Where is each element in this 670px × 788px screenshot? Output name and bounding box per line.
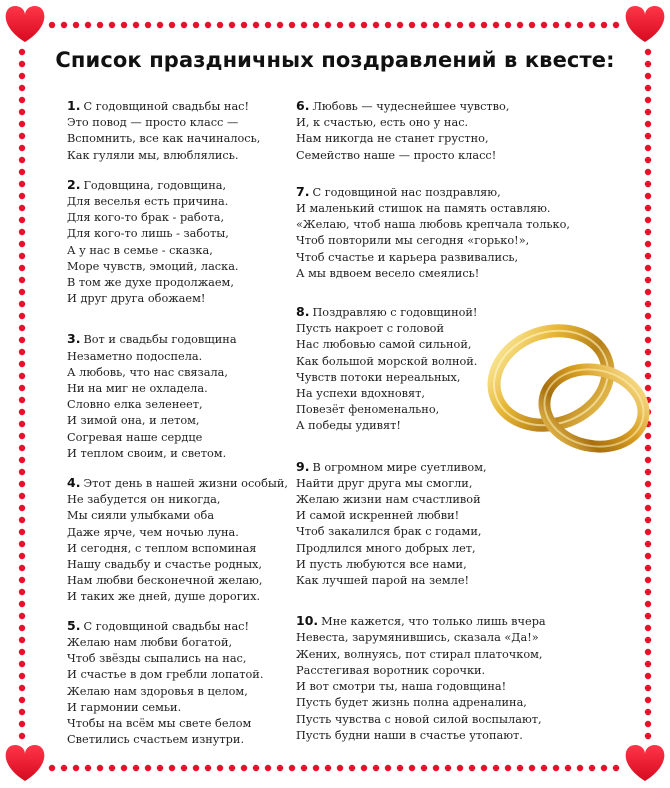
border-dot xyxy=(265,765,271,771)
border-dot xyxy=(457,765,463,771)
border-dot xyxy=(253,22,259,28)
poem-line: Чтоб звёзды сыпались на нас, xyxy=(67,652,247,666)
border-dot xyxy=(19,385,25,391)
poem-line: Море чувств, эмоций, ласка. xyxy=(67,259,239,273)
border-dot xyxy=(277,22,283,28)
border-dot xyxy=(19,625,25,631)
poem-line: И зимой она, и летом, xyxy=(67,414,200,428)
border-dot xyxy=(19,481,25,487)
border-dot xyxy=(481,765,487,771)
border-dot xyxy=(645,625,651,631)
border-dot xyxy=(645,301,651,307)
border-dot xyxy=(229,765,235,771)
border-dot xyxy=(85,22,91,28)
border-dot xyxy=(19,157,25,163)
border-dot xyxy=(645,673,651,679)
border-dot xyxy=(445,22,451,28)
border-dot xyxy=(445,765,451,771)
border-dot xyxy=(19,469,25,475)
border-dot xyxy=(19,169,25,175)
border-dot xyxy=(553,22,559,28)
poem-line: Незаметно подоспела. xyxy=(67,349,203,363)
border-dot xyxy=(645,589,651,595)
poem-5 xyxy=(67,618,282,749)
border-dot xyxy=(19,265,25,271)
border-dot xyxy=(109,765,115,771)
border-dot xyxy=(645,73,651,79)
border-dot xyxy=(19,697,25,703)
border-dot xyxy=(505,22,511,28)
poem-line: И вот смотри ты, наша годовщина! xyxy=(296,680,507,694)
border-dot xyxy=(645,697,651,703)
border-dot xyxy=(289,765,295,771)
border-dot xyxy=(645,277,651,283)
border-dot xyxy=(373,765,379,771)
border-dot xyxy=(589,22,595,28)
border-dot xyxy=(553,765,559,771)
border-dot xyxy=(529,22,535,28)
poem-line: Мы сияли улыбками оба xyxy=(67,509,215,523)
poem-line: Вот и свадьбы годовщина xyxy=(83,333,237,347)
border-dot xyxy=(19,397,25,403)
border-dot xyxy=(645,541,651,547)
border-dot xyxy=(337,765,343,771)
border-dot xyxy=(645,169,651,175)
border-dot xyxy=(265,22,271,28)
poem-7 xyxy=(296,183,570,282)
border-dot xyxy=(565,22,571,28)
border-dot xyxy=(217,22,223,28)
border-dot xyxy=(169,22,175,28)
border-dot xyxy=(97,22,103,28)
border-dot xyxy=(301,765,307,771)
poem-line: Пусть будет жизнь полна адреналина, xyxy=(296,696,527,710)
border-dot xyxy=(349,22,355,28)
poem-line: А победы удивят! xyxy=(296,419,401,433)
border-dot xyxy=(385,22,391,28)
poem-line: Желаю жизни нам счастливой xyxy=(296,493,481,507)
heart-icon xyxy=(6,745,45,781)
border-dot xyxy=(19,241,25,247)
poem-line: И гармонии семьи. xyxy=(67,700,182,714)
border-dot xyxy=(409,765,415,771)
poem-line: И, к счастью, есть оно у нас. xyxy=(296,116,469,130)
border-dot xyxy=(645,121,651,127)
border-dot xyxy=(241,765,247,771)
border-dot xyxy=(613,765,619,771)
border-dot xyxy=(19,289,25,295)
border-dot xyxy=(577,765,583,771)
border-dot xyxy=(145,22,151,28)
border-dot xyxy=(19,217,25,223)
poem-number: 1. xyxy=(67,98,81,113)
poem-line: В огромном мире суетливом, xyxy=(312,460,487,474)
poem-line: И сегодня, с теплом вспоминая xyxy=(67,541,257,555)
border-dot xyxy=(193,765,199,771)
border-dot xyxy=(645,85,651,91)
poem-number: 7. xyxy=(296,183,310,199)
border-dot xyxy=(19,505,25,511)
border-dot xyxy=(19,541,25,547)
border-dot xyxy=(19,553,25,559)
border-dot xyxy=(277,765,283,771)
border-dot xyxy=(19,661,25,667)
border-dot xyxy=(385,765,391,771)
border-dot xyxy=(645,685,651,691)
border-dot xyxy=(19,145,25,151)
border-dot xyxy=(19,109,25,115)
border-dot xyxy=(133,22,139,28)
border-dot xyxy=(541,22,547,28)
border-dot xyxy=(517,765,523,771)
border-dot xyxy=(19,337,25,343)
heart-icon xyxy=(626,745,665,781)
poem-line: Нам любви бесконечной желаю, xyxy=(67,574,263,588)
poem-line: Желаю нам здоровья в целом, xyxy=(67,684,248,698)
poem-number: 10. xyxy=(296,613,319,629)
page-title: Список праздничных поздравлений в квесте: xyxy=(55,48,615,72)
border-dot xyxy=(19,301,25,307)
poem-line: Мне кажется, что только лишь вчера xyxy=(321,615,546,629)
poem-line: Поздравляю с годовщиной! xyxy=(312,306,478,320)
border-dot xyxy=(645,613,651,619)
poem-line: И теплом своим, и светом. xyxy=(67,446,227,460)
border-dot xyxy=(645,217,651,223)
poem-line: На успехи вдохновят, xyxy=(296,387,426,401)
poem-line: А мы вдвоем весело смеялись! xyxy=(296,266,480,280)
poem-line: Расстегивая воротник сорочки. xyxy=(296,663,486,677)
border-dot xyxy=(19,733,25,739)
border-dot xyxy=(19,349,25,355)
border-dot xyxy=(601,22,607,28)
border-dot xyxy=(645,145,651,151)
border-dot xyxy=(645,637,651,643)
border-dot xyxy=(433,765,439,771)
poem-line: Годовщина, годовщина, xyxy=(83,178,227,192)
border-dot xyxy=(645,469,651,475)
poem-1 xyxy=(67,98,282,164)
border-dot xyxy=(73,765,79,771)
poem-line: Невеста, зарумянившись, сказала «Да!» xyxy=(296,631,539,645)
poem-9 xyxy=(296,459,536,590)
border-dot xyxy=(301,22,307,28)
poem-line: Продлился много добрых лет, xyxy=(296,541,476,555)
poem-line: И пусть любуются все нами, xyxy=(296,557,467,571)
border-dot xyxy=(645,649,651,655)
border-dot xyxy=(409,22,415,28)
border-dot xyxy=(121,765,127,771)
border-dot xyxy=(61,765,67,771)
border-dot xyxy=(645,529,651,535)
border-dot xyxy=(325,22,331,28)
poem-number: 5. xyxy=(67,617,81,633)
poem-line: Найти друг друга мы смогли, xyxy=(296,476,473,490)
border-dot xyxy=(481,22,487,28)
poem-line: Не забудется он никогда, xyxy=(67,493,221,507)
border-dot xyxy=(205,22,211,28)
border-dot xyxy=(469,22,475,28)
border-dot xyxy=(85,765,91,771)
border-dot xyxy=(97,765,103,771)
border-dot xyxy=(645,253,651,259)
border-dot xyxy=(19,121,25,127)
border-dot xyxy=(19,373,25,379)
poem-line: Согревая наше сердце xyxy=(67,430,203,444)
poem-line: Как большой морской волной. xyxy=(296,354,478,368)
border-dot xyxy=(493,22,499,28)
poem-line: Словно елка зеленеет, xyxy=(67,398,203,412)
heart-icon xyxy=(626,6,665,42)
poem-line: Семейство наше — просто класс! xyxy=(296,148,497,162)
border-dot xyxy=(205,765,211,771)
border-dot xyxy=(19,685,25,691)
border-dot xyxy=(493,765,499,771)
border-dot xyxy=(457,22,463,28)
border-dot xyxy=(157,765,163,771)
border-dot xyxy=(19,97,25,103)
border-dot xyxy=(541,765,547,771)
poem-line: Вспомнить, все как начиналось, xyxy=(67,132,261,146)
border-dot xyxy=(645,493,651,499)
poem-line: С годовщиной свадьбы нас! xyxy=(83,100,250,113)
border-dot xyxy=(313,765,319,771)
border-dot xyxy=(61,22,67,28)
border-dot xyxy=(613,22,619,28)
border-dot xyxy=(433,22,439,28)
wedding-rings-image xyxy=(486,320,656,455)
poem-number: 9. xyxy=(296,458,310,474)
border-dot xyxy=(19,433,25,439)
border-dot xyxy=(601,765,607,771)
border-dot xyxy=(109,22,115,28)
border-dot xyxy=(645,97,651,103)
border-dot xyxy=(337,22,343,28)
border-dot xyxy=(645,289,651,295)
border-dot xyxy=(19,421,25,427)
poem-line: «Желаю, чтоб наша любовь крепчала только, xyxy=(296,218,570,232)
border-dot xyxy=(645,241,651,247)
border-dot xyxy=(325,765,331,771)
border-dot xyxy=(49,765,55,771)
border-dot xyxy=(645,229,651,235)
border-dot xyxy=(19,709,25,715)
poem-line: И самой искренней любви! xyxy=(296,509,460,523)
border-dot xyxy=(19,445,25,451)
poem-line: А у нас в семье - сказка, xyxy=(67,243,213,257)
border-dot xyxy=(517,22,523,28)
border-dot xyxy=(19,529,25,535)
border-dot xyxy=(19,253,25,259)
border-dot xyxy=(645,313,651,319)
poem-line: Светились счастьем изнутри. xyxy=(67,733,245,747)
poem-line: Пусть чувства с новой силой воспылают, xyxy=(296,712,542,726)
poem-line: Как лучшей парой на земле! xyxy=(296,574,470,588)
border-dot xyxy=(169,765,175,771)
poem-line: А любовь, что нас связала, xyxy=(67,365,228,379)
border-dot xyxy=(469,765,475,771)
poem-line: Пусть накроет с головой xyxy=(296,322,445,336)
border-dot xyxy=(397,765,403,771)
poem-line: Для кого-то брак - работа, xyxy=(67,211,225,225)
border-dot xyxy=(19,325,25,331)
border-dot xyxy=(645,721,651,727)
border-dot xyxy=(645,265,651,271)
border-dot xyxy=(157,22,163,28)
poem-3 xyxy=(67,331,282,462)
border-dot xyxy=(19,517,25,523)
poem-line: Чтоб повторили мы сегодня «горько!», xyxy=(296,234,530,248)
border-dot xyxy=(645,133,651,139)
border-dot xyxy=(421,765,427,771)
border-dot xyxy=(241,22,247,28)
border-dot xyxy=(19,721,25,727)
border-dot xyxy=(645,553,651,559)
poem-line: И таких же дней, душе дорогих. xyxy=(67,590,261,604)
border-dot xyxy=(645,157,651,163)
poem-line: Чувств потоки нереальных, xyxy=(296,370,461,384)
left-column xyxy=(67,98,288,748)
poem-line: Для кого-то лишь - заботы, xyxy=(67,227,229,241)
poem-line: С годовщиной нас поздравляю, xyxy=(312,185,501,199)
border-dot xyxy=(645,205,651,211)
poem-number: 8. xyxy=(296,304,310,320)
border-dot xyxy=(349,765,355,771)
poem-4 xyxy=(67,475,288,606)
border-dot xyxy=(19,277,25,283)
border-dot xyxy=(19,457,25,463)
poem-line: И счастье в дом гребли лопатой. xyxy=(67,668,264,682)
poem-line: Пусть будни наши в счастье утопают. xyxy=(296,728,523,742)
border-dot xyxy=(19,313,25,319)
poem-line: Чтобы на всём мы свете белом xyxy=(67,716,252,730)
border-dot xyxy=(577,22,583,28)
border-dot xyxy=(645,457,651,463)
border-dot xyxy=(361,765,367,771)
poem-line: Этот день в нашей жизни особый, xyxy=(83,477,288,491)
poem-line: Нас любовью самой сильной, xyxy=(296,338,472,352)
poem-number: 6. xyxy=(296,98,310,113)
border-dot xyxy=(645,505,651,511)
border-dot xyxy=(19,205,25,211)
border-dot xyxy=(645,661,651,667)
border-dot xyxy=(645,601,651,607)
border-dot xyxy=(19,613,25,619)
poem-line: И маленький стишок на память оставляю. xyxy=(296,202,551,216)
border-dot xyxy=(19,601,25,607)
poem-line: Повезёт феноменально, xyxy=(296,403,440,417)
border-dot xyxy=(19,73,25,79)
border-dot xyxy=(373,22,379,28)
poem-line: Чтоб счастье и карьера развивались, xyxy=(296,250,519,264)
border-dot xyxy=(645,517,651,523)
border-dot xyxy=(19,133,25,139)
border-dot xyxy=(645,577,651,583)
border-dot xyxy=(19,229,25,235)
border-dot xyxy=(19,409,25,415)
poem-line: В том же духе продолжаем, xyxy=(67,276,234,290)
border-dot xyxy=(19,637,25,643)
border-dot xyxy=(229,22,235,28)
border-dot xyxy=(645,565,651,571)
border-dot xyxy=(645,709,651,715)
border-dot xyxy=(73,22,79,28)
poem-number: 2. xyxy=(67,176,81,192)
poem-line: Ни на миг не охладела. xyxy=(67,382,208,396)
border-dot xyxy=(19,649,25,655)
border-dot xyxy=(181,22,187,28)
poem-line: Это повод — просто класс — xyxy=(67,116,239,130)
border-dot xyxy=(19,361,25,367)
poem-line: Чтоб закалился брак с годами, xyxy=(296,525,482,539)
border-dot xyxy=(49,22,55,28)
border-dot xyxy=(121,22,127,28)
poem-line: Желаю нам любви богатой, xyxy=(67,635,233,649)
border-dot xyxy=(19,181,25,187)
poem-number: 4. xyxy=(67,475,81,491)
border-dot xyxy=(253,765,259,771)
poem-line: Даже ярче, чем ночью луна. xyxy=(67,525,239,539)
poem-line: Нашу свадьбу и счастье родных, xyxy=(67,558,263,572)
poem-line: С годовщиной свадьбы нас! xyxy=(83,619,250,633)
border-dot xyxy=(645,109,651,115)
border-dot xyxy=(19,85,25,91)
poem-number: 3. xyxy=(67,331,81,347)
border-dot xyxy=(505,765,511,771)
border-dot xyxy=(589,765,595,771)
border-dot xyxy=(145,765,151,771)
poem-10 xyxy=(296,613,546,744)
border-dot xyxy=(421,22,427,28)
border-dot xyxy=(565,765,571,771)
poem-line: Для веселья есть причина. xyxy=(67,195,229,209)
poem-line: Жених, волнуясь, пот стирал платочком, xyxy=(296,647,543,661)
border-dot xyxy=(217,765,223,771)
border-dot xyxy=(19,673,25,679)
poem-line: Нам никогда не станет грустно, xyxy=(296,132,489,146)
border-dot xyxy=(19,577,25,583)
border-dot xyxy=(289,22,295,28)
border-dot xyxy=(19,493,25,499)
border-dot xyxy=(19,565,25,571)
poem-line: Как гуляли мы, влюблялись. xyxy=(67,148,239,162)
border-dot xyxy=(193,22,199,28)
border-dot xyxy=(645,481,651,487)
border-dot xyxy=(645,193,651,199)
border-dot xyxy=(313,22,319,28)
border-dot xyxy=(361,22,367,28)
heart-icon xyxy=(6,6,45,42)
poem-line: Любовь — чудеснейшее чувство, xyxy=(312,100,510,113)
border-dot xyxy=(133,765,139,771)
poem-2 xyxy=(67,177,282,308)
border-dot xyxy=(645,181,651,187)
poem-6 xyxy=(296,98,536,164)
border-dot xyxy=(645,733,651,739)
poem-line: И друг друга обожаем! xyxy=(67,292,206,306)
border-dot xyxy=(529,765,535,771)
border-dot xyxy=(397,22,403,28)
border-dot xyxy=(19,589,25,595)
border-dot xyxy=(19,193,25,199)
border-dot xyxy=(181,765,187,771)
